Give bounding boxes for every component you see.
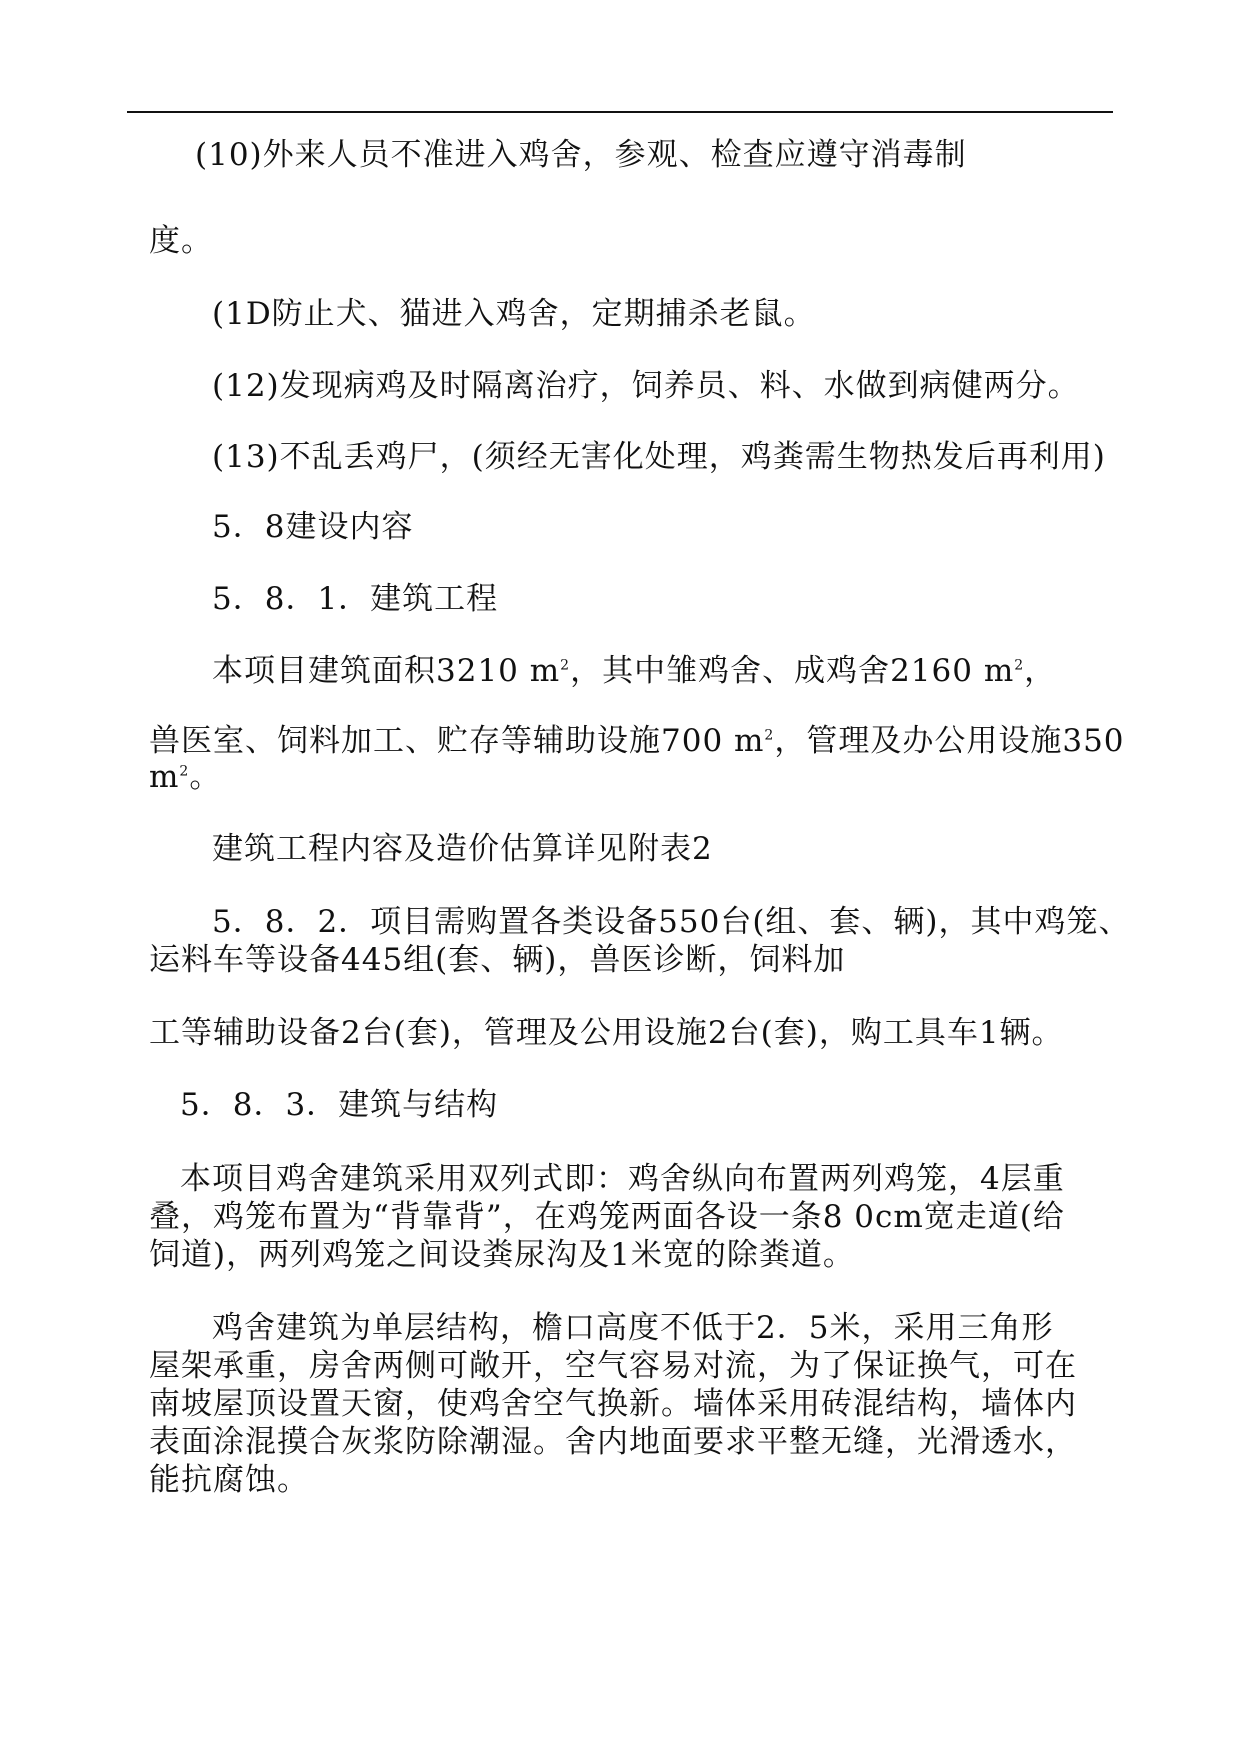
item-13: (13)不乱丢鸡尸，(须经无害化处理，鸡粪需生物热发后再利用): [212, 439, 1106, 475]
equipment-line-1: 5．8．2．项目需购置各类设备550台(组、套、辆)，其中鸡笼、: [212, 904, 1131, 940]
structure-para-1-line-1: 本项目鸡舍建筑采用双列式即：鸡舍纵向布置两列鸡笼，4层重: [180, 1161, 1065, 1197]
equipment-line-2: 运料车等设备445组(套、辆)，兽医诊断，饲料加: [149, 942, 846, 978]
superscript: 2: [179, 763, 190, 780]
area-line-3: [149, 758, 221, 796]
item-11: (1D防止犬、猫进入鸡舍，定期捕杀老鼠。: [212, 296, 816, 332]
item-10-line-1: (10)外来人员不准进入鸡舍，参观、检查应遵守消毒制: [195, 137, 967, 173]
structure-para-2-line-4: 表面涂混摸合灰浆防除潮湿。舍内地面要求平整无缝，光滑透水，: [149, 1424, 1077, 1460]
header-rule: [127, 111, 1113, 113]
area-line-2: [149, 722, 1125, 760]
structure-para-2-line-5: 能抗腐蚀。: [149, 1462, 309, 1498]
structure-para-2-line-1: 鸡舍建筑为单层结构，檐口高度不低于2．5米，采用三角形: [212, 1310, 1054, 1346]
area-text: 兽医室、饲料加工、贮存等辅助设施700 m: [149, 723, 765, 759]
section-heading-5-8: 5．8建设内容: [212, 509, 414, 545]
structure-para-2-line-2: 屋架承重，房舍两侧可敞开，空气容易对流，为了保证换气，可在: [149, 1348, 1077, 1384]
structure-para-1-line-2: 叠，鸡笼布置为“背靠背”，在鸡笼两面各设一条8 0cm宽走道(给: [149, 1199, 1065, 1235]
area-text: ，其中雏鸡舍、成鸡舍2160 m: [570, 653, 1015, 689]
area-line-1: [212, 652, 1056, 690]
appendix-reference: 建筑工程内容及造价估算详见附表2: [212, 831, 713, 867]
area-text: ，: [1024, 653, 1057, 689]
area-text: 。: [189, 759, 222, 795]
equipment-line-3: 工等辅助设备2台(套)，管理及公用设施2台(套)，购工具车1辆。: [149, 1015, 1064, 1051]
superscript: 2: [560, 657, 571, 674]
area-text: m: [149, 759, 180, 795]
item-10-line-2: 度。: [149, 223, 213, 259]
structure-para-2-line-3: 南坡屋顶设置天窗，使鸡舍空气换新。墙体采用砖混结构，墙体内: [149, 1386, 1077, 1422]
item-12: (12)发现病鸡及时隔离治疗，饲养员、料、水做到病健两分。: [212, 368, 1080, 404]
section-heading-5-8-3: 5．8．3．建筑与结构: [180, 1087, 499, 1123]
area-text: ，管理及办公用设施350: [774, 723, 1125, 759]
area-text: 本项目建筑面积3210 m: [212, 653, 561, 689]
superscript: 2: [764, 727, 775, 744]
structure-para-1-line-3: 饲道)，两列鸡笼之间设粪尿沟及1米宽的除粪道。: [149, 1237, 855, 1273]
superscript: 2: [1014, 657, 1025, 674]
section-heading-5-8-1: 5．8．1．建筑工程: [212, 581, 499, 617]
